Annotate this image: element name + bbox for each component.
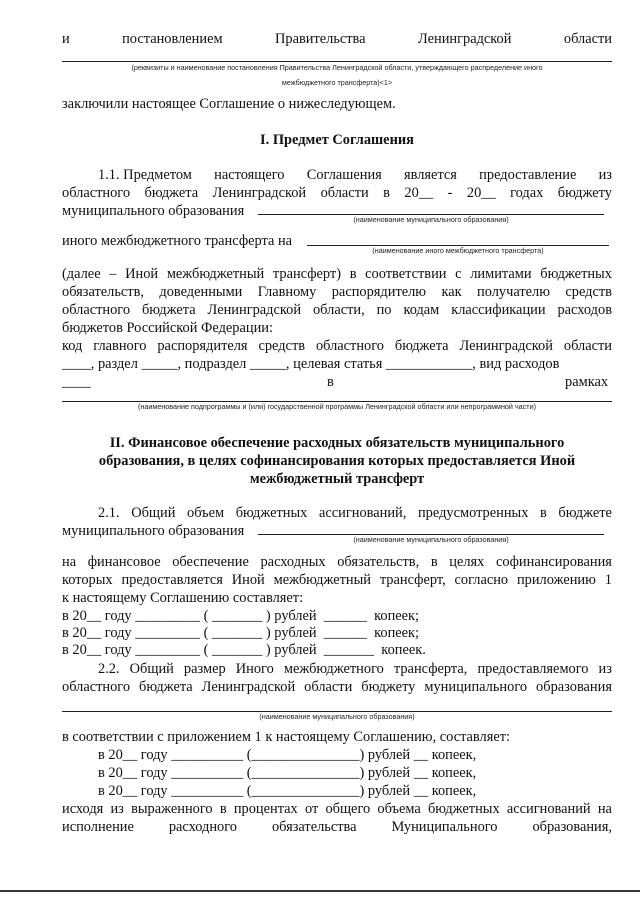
word: Общий [129,661,174,677]
word: постановлением [122,31,223,47]
word: доведенными [159,284,243,300]
word: обязательства [271,819,357,835]
word: является [404,167,457,183]
word: Соглашения [306,167,382,183]
years-a-3: в 20__ году _________ ( _______ ) рублей _______ копеек. [62,642,426,658]
word: межбюджетный [273,572,372,588]
word: области [304,679,353,695]
years-b-3: в 20__ году __________ (_______________) рублей __ копеек, [98,783,477,799]
word: межбюджетный [166,266,265,282]
word: областного [62,679,131,695]
word: бюджета [144,185,199,201]
word: соответствии [365,266,447,282]
word: бюджета [394,338,449,354]
word: Правительства [274,31,366,47]
word: объема [377,801,421,817]
word: из [598,661,612,677]
s1-p2-line1 [62,265,612,283]
word: ассигнований, [319,505,407,521]
word: расходного [168,819,237,835]
word: Муниципального [391,819,498,835]
word: средств [258,338,306,354]
s1-p2-line2 [62,283,612,301]
word: предоставляемого [477,661,589,677]
word: которых [62,572,113,588]
word: Иного [235,661,274,677]
word: области [563,31,612,47]
word: Ленинградской [207,302,302,318]
word: 1 [604,572,612,588]
codes-line2: ____, раздел _____, подраздел _____, целевая статья ____________, вид расходов [62,356,560,372]
word: (далее [62,266,101,282]
s2-p21-line5: к настоящему Соглашению составляет: [62,590,304,606]
word: в [349,266,357,282]
word: в [219,801,227,817]
word: 20__ [466,185,496,201]
word: финансовое [87,554,161,570]
section1-title: I. Предмет Соглашения [260,132,414,148]
word: распорядителю [331,284,427,300]
word: - [447,185,453,201]
word: приложению [516,572,596,588]
s2-p22-line3: в соответствии с приложением 1 к настоящему Соглашению, составляет: [62,729,511,745]
word: в [430,554,438,570]
word: целях [449,554,485,570]
codes-line1 [62,337,612,355]
word: области [320,185,369,201]
header-note-line1: (реквизиты и наименование постановления Правительства Ленинградской области, утверждающего распределение иного [131,63,543,72]
s2-p21-line3 [62,553,612,571]
mo3-note: (наименование муниципального образования) [259,712,415,721]
word: областного [62,302,131,318]
codes-line3-c: рамках [565,374,609,390]
word: муниципального [424,679,528,695]
word: с [455,266,462,282]
word: кодам [403,302,440,318]
word: трансферт, [379,572,446,588]
word: обязательств, [62,284,144,300]
years-a-2: в 20__ году _________ ( _______ ) рублей ______ копеек; [62,625,420,641]
word: 1.1. Предметом [98,167,192,183]
word: Ленинградской [201,679,296,695]
s2-p22-line5 [62,818,612,836]
s1-p1-line3: муниципального образования [62,203,245,219]
word: – [109,266,117,282]
program-note: (наименование подпрограммы и (или) государственной программы Ленинградской области или непрограммной части) [138,402,536,411]
word: бюджету [557,185,612,201]
word: 20__ [404,185,434,201]
word: бюджете [558,505,612,521]
s2-p22-line4 [62,800,612,818]
s2-p21-line1 [98,504,612,522]
word: годах [510,185,544,201]
word: из [110,801,124,817]
word: Ленинградской [459,338,553,354]
word: Общий [131,505,176,521]
word: бюджетных [540,266,612,282]
word: на [597,801,612,817]
section2-title-line2: образования, в целях софинансирования которых предоставляется Иной [98,453,576,469]
years-b-1: в 20__ году __________ (_______________) рублей __ копеек, [98,747,477,763]
codes-line3-b: в [327,374,334,390]
header-note-line2: межбюджетного трансферта)<1> [281,78,393,87]
years-b-2: в 20__ году __________ (_______________) рублей __ копеек, [98,765,477,781]
header-rule [62,61,612,62]
intro-text: заключили настоящее Соглашение о нижеследующем. [62,96,396,112]
word: межбюджетного [283,661,384,677]
ibt-note: (наименование иного межбюджетного трансферта) [372,246,544,255]
word: ассигнований [506,801,591,817]
word: настоящего [214,167,285,183]
word: в [540,505,547,521]
word: расходных [260,554,326,570]
word: объем [187,505,225,521]
word: код [62,338,83,354]
word: Ленинградской [212,185,307,201]
word: получателю [477,284,550,300]
word: бюджетных [235,505,308,521]
s1-p1-line2 [62,184,612,202]
years-a-1: в 20__ году _________ ( _______ ) рублей ______ копеек; [62,608,420,624]
s2-p21-line2: муниципального образования [62,523,245,539]
word: бюджету [361,679,416,695]
word: 2.2. [98,661,120,677]
word: исполнение [62,819,134,835]
word: Главному [257,284,317,300]
word: 2.1. [98,505,120,521]
word: Ленинградской [417,31,512,47]
word: и [62,31,70,47]
word: главного [93,338,147,354]
word: софинансирования [496,554,612,570]
header-line [62,30,612,48]
word: исходя [62,801,104,817]
s2-p22-line1 [98,660,612,678]
word: образования [536,679,612,695]
word: Иной [125,266,159,282]
word: трансферт) [272,266,342,282]
s1-p2-line3 [62,301,612,319]
word: размер [183,661,226,677]
word: от [304,801,319,817]
s2-p22-line2 [62,678,612,696]
word: общего [325,801,371,817]
word: классификации [451,302,546,318]
word: обязательств, [337,554,420,570]
word: областного [315,338,384,354]
s1-p1-line1 [98,166,612,184]
s2-p21-line4 [62,571,612,589]
mo2-note: (наименование муниципального образования) [353,535,509,544]
word: процентах [233,801,298,817]
word: выраженного [131,801,213,817]
word: по [376,302,392,318]
word: предусмотренных [417,505,529,521]
word: распорядителя [157,338,248,354]
word: областного [62,185,131,201]
word: на [62,554,77,570]
word: области, [312,302,365,318]
word: бюджетных [427,801,500,817]
word: обеспечение [172,554,249,570]
word: трансферта, [393,661,468,677]
s1-p2-last: бюджетов Российской Федерации: [62,320,273,336]
word: средств [565,284,612,300]
word: из [598,167,612,183]
word: лимитами [470,266,532,282]
section2-title-line3: межбюджетный трансферт [249,471,425,487]
word: области [563,338,612,354]
word: согласно [454,572,509,588]
word: в [383,185,390,201]
word: предоставление [479,167,577,183]
word: предоставляется [121,572,223,588]
word: бюджета [139,679,193,695]
bottom-edge-rule [0,890,640,892]
mo-note: (наименование муниципального образования) [353,215,509,224]
word: бюджета [141,302,196,318]
word: образования, [532,819,612,835]
word: расходов [557,302,612,318]
codes-line3-a: ____ [62,374,91,390]
word: как [441,284,462,300]
section2-title-line1: II. Финансовое обеспечение расходных обязательств муниципального [109,435,565,451]
word: Иной [231,572,265,588]
ibt-line: иного межбюджетного трансферта на [62,233,293,249]
